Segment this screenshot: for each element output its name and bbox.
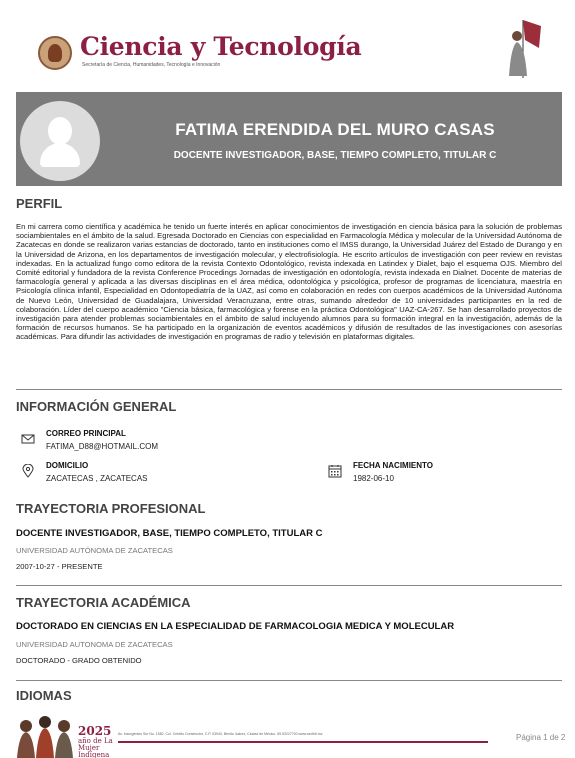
email-label: CORREO PRINCIPAL	[46, 429, 126, 438]
idiomas-heading: IDIOMAS	[16, 688, 72, 703]
perfil-text: En mi carrera como científica y académica he tenido un fuerte interés en aplicar conocimientos de investigación en ciencia básica para la solución de problemas sociambientales en el ámbito de la salud. Egresada Doctorado en Ciencias con especialidad en Farmacología Médica y molecular de la Universidad Autónoma de Zacatecas en donde se realizaron varias estancias de doctorado, tanto en instituciones como el IMSS durango, la Universidad Juárez del Estado de Durango y en la Universidad de Arizona, en los departamentos de investigación molecular, y electrofisiología. He escrito artículos de investigación con peer review en revistas indexadas. En la actualizad fungo como editora de la revista Contexto Odontológico, revista indexada en Latindex y Dialet, bajo el esquema OJS. Miembro del Comité editorial y fundadora de la revista Conference Procedings Jornadas de investigación en odontología, revista indexada en Dialnet. Docente de materias de farmacología general y aplicada a las diversas disciplinas en el área médica, odontológica y psicológica, profesor de programas de licenciatura, maestría en Psicología clínica infantil, Especialidad en Odontopediatría de la UAZ, así como en colaboración en redes con cuerpos académicos de la Universidad Autónoma de Nuevo León, Universidad de Guadalajara, Universidad Veracruzana, entre otras, sumando alrededor de 10 universidades participantes en la red de colaboración. Líder del cuerpo académico "Ciencia básica, farmacológica y forense en la práctica Odontológica" UAZ-CA-267. Se han desarrollado proyectos de investigación para atender problemas sociambientales en el ámbito de salud incluyendo alumnos para su formación integral en la investigación, además de la formación de recursos humanos. Se ha participado en la organización de eventos académicos y difusión de resultados de las investigaciones con asesorías académicas. Para difundir las actividades de investigación en programas de radio y televisión en plataformas digitales.	[16, 222, 562, 342]
address-label: DOMICILIO	[46, 461, 89, 470]
footer-year-subtitle: año de La Mujer Indígena	[78, 737, 113, 758]
avatar	[20, 101, 100, 181]
page-header	[0, 0, 575, 88]
divider	[16, 389, 562, 390]
divider	[16, 585, 562, 586]
divider	[16, 680, 562, 681]
government-seal-logo	[38, 36, 72, 70]
footer-address: Av. Insurgentes Sur No. 1582, Col. Crédito Constructor, C.P. 03940, Benito Juárez, Ciudad de México. 55 53227700 www.secihti.mx	[118, 732, 323, 736]
perfil-heading: PERFIL	[16, 196, 63, 211]
calendar-icon	[328, 464, 342, 478]
degree-title: DOCTORADO EN CIENCIAS EN LA ESPECIALIDAD DE FARMACOLOGIA MEDICA Y MOLECULAR	[16, 621, 455, 632]
address-value: ZACATECAS , ZACATECAS	[46, 474, 148, 483]
degree-institution: UNIVERSIDAD AUTONOMA DE ZACATECAS	[16, 640, 173, 649]
envelope-icon	[21, 432, 35, 446]
page-number: Página 1 de 2	[516, 733, 566, 742]
job-institution: UNIVERSIDAD AUTÓNOMA DE ZACATECAS	[16, 546, 173, 555]
job-title: DOCENTE INVESTIGADOR, BASE, TIEMPO COMPLETO, TITULAR C	[16, 528, 323, 539]
avatar-head	[48, 117, 72, 145]
location-pin-icon	[21, 464, 35, 478]
degree-status: DOCTORADO - GRADO OBTENIDO	[16, 656, 142, 665]
job-dates: 2007-10-27 - PRESENTE	[16, 562, 103, 571]
footer-rule	[118, 741, 488, 743]
trayectoria-profesional-heading: TRAYECTORIA PROFESIONAL	[16, 501, 206, 516]
info-heading: INFORMACIÓN GENERAL	[16, 399, 177, 414]
footer-year: 2025	[78, 724, 112, 738]
avatar-body	[40, 143, 80, 167]
logo-subtitle: Secretaría de Ciencia, Humanidades, Tecnología e Innovación	[82, 62, 221, 68]
indigenous-women-illustration	[14, 712, 76, 758]
trayectoria-academica-heading: TRAYECTORIA ACADÉMICA	[16, 595, 191, 610]
email-value: FATIMA_D88@HOTMAIL.COM	[46, 442, 158, 451]
logo-title: Ciencia y Tecnología	[80, 32, 362, 61]
birthdate-label: FECHA NACIMIENTO	[353, 461, 433, 470]
birthdate-value: 1982-06-10	[353, 474, 394, 483]
profile-name: FATIMA ERENDIDA DEL MURO CASAS	[175, 120, 495, 139]
flag-woman-illustration	[505, 18, 543, 78]
profile-position: DOCENTE INVESTIGADOR, BASE, TIEMPO COMPLETO, TITULAR C	[173, 150, 497, 161]
